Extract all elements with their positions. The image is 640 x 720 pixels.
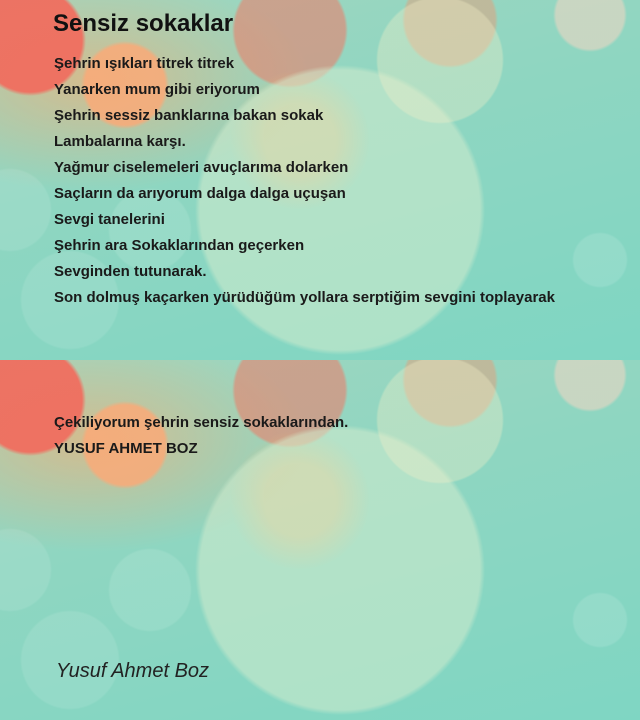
author-signature: Yusuf Ahmet Boz bbox=[56, 660, 210, 682]
poem-line: Şehrin sessiz banklarına bakan sokak bbox=[54, 107, 324, 124]
poem-line: Yağmur ciselemeleri avuçlarıma dolarken bbox=[54, 159, 349, 176]
poem-line: Çekiliyorum şehrin sensiz sokaklarından. bbox=[54, 414, 349, 431]
poem-panel-bottom bbox=[0, 360, 640, 720]
poem-line: Saçların da arıyorum dalga dalga uçuşan bbox=[54, 185, 346, 202]
poem-line: Sevginden tutunarak. bbox=[54, 263, 207, 280]
poem-lines-top bbox=[54, 56, 555, 316]
poem-line: Şehrin ışıkları titrek titrek bbox=[54, 55, 235, 72]
poem-line: Sevgi tanelerini bbox=[54, 211, 165, 228]
poem-lines-bottom bbox=[54, 415, 348, 467]
poem-title: Sensiz sokaklar bbox=[53, 10, 234, 37]
poem-line: Son dolmuş kaçarken yürüdüğüm yollara serptiğim sevgini toplayarak bbox=[54, 289, 555, 306]
poem-line: Yanarken mum gibi eriyorum bbox=[54, 81, 260, 98]
poem-author-caps: YUSUF AHMET BOZ bbox=[54, 440, 198, 457]
poem-line: Lambalarına karşı. bbox=[54, 133, 186, 150]
poem-line: Şehrin ara Sokaklarından geçerken bbox=[54, 237, 305, 254]
